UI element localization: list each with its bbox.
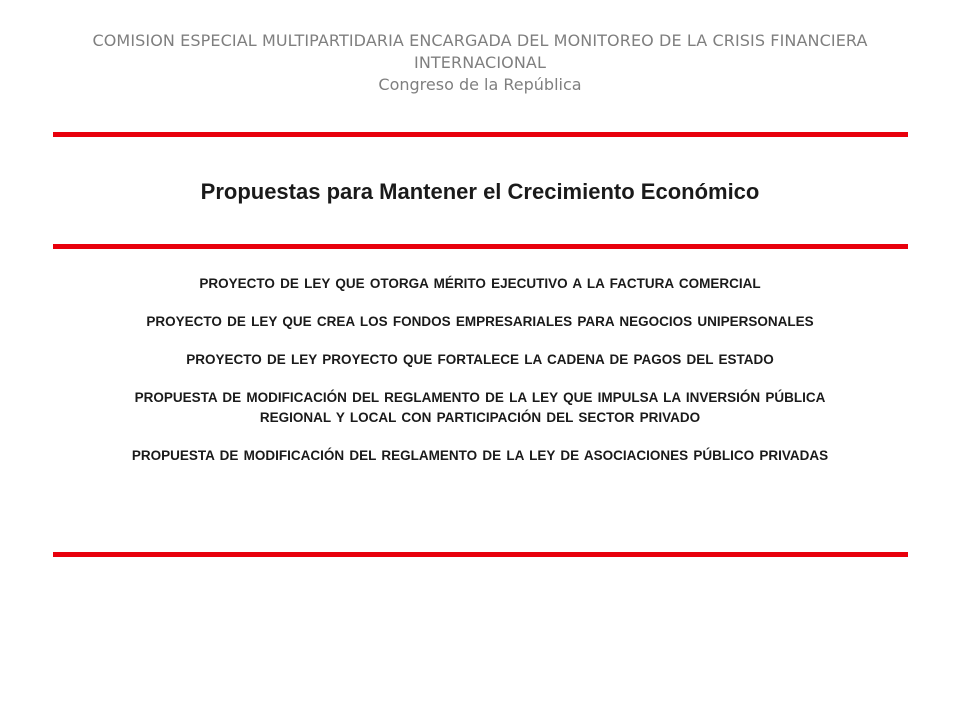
proposal-item: PROYECTO DE LEY QUE CREA LOS FONDOS EMPRESARIALES PARA NEGOCIOS UNIPERSONALES xyxy=(146,314,814,329)
proposal-item: PROPUESTA DE MODIFICACIÓN DEL REGLAMENTO DE LA LEY QUE IMPULSA LA INVERSIÓN PÚBLICA REGIONAL Y LOCAL CON PARTICIPACIÓN DEL SECTOR PRIVADO xyxy=(134,390,826,425)
proposal-item: PROYECTO DE LEY PROYECTO QUE FORTALECE LA CADENA DE PAGOS DEL ESTADO xyxy=(186,352,774,367)
header-title: COMISION ESPECIAL MULTIPARTIDARIA ENCARGADA DEL MONITOREO DE LA CRISIS FINANCIERA INTERNACIONAL xyxy=(92,31,868,72)
header-subtitle: Congreso de la República xyxy=(378,75,582,94)
page-title: Propuestas para Mantener el Crecimiento Económico xyxy=(200,179,760,204)
red-divider-top xyxy=(53,132,908,137)
proposal-item: PROYECTO DE LEY QUE OTORGA MÉRITO EJECUTIVO A LA FACTURA COMERCIAL xyxy=(199,276,761,291)
proposal-list xyxy=(100,274,860,484)
proposal-item: PROPUESTA DE MODIFICACIÓN DEL REGLAMENTO DE LA LEY DE ASOCIACIONES PÚBLICO PRIVADAS xyxy=(131,448,829,463)
document-header xyxy=(60,30,900,96)
red-divider-bottom xyxy=(53,552,908,557)
red-divider-middle xyxy=(53,244,908,249)
